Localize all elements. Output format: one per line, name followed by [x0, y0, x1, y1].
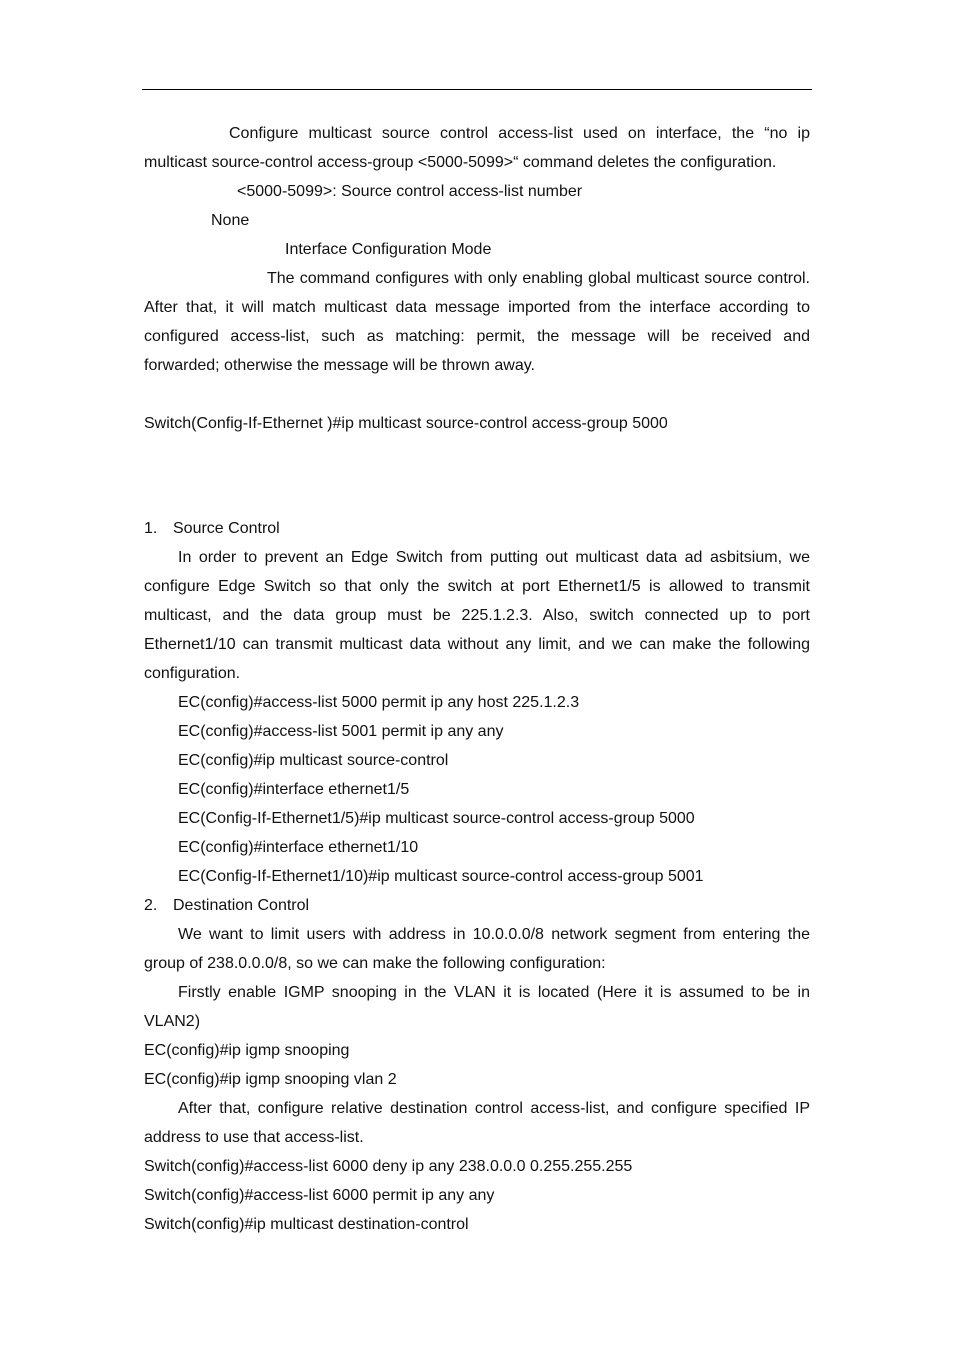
code-line: EC(Config-If-Ethernet1/5)#ip multicast source-control access-group 5000: [178, 810, 695, 827]
code-line: EC(config)#access-list 5000 permit ip any host 225.1.2.3: [178, 694, 580, 711]
command-default: None: [211, 212, 250, 229]
spacer: [144, 380, 810, 409]
code-line: EC(config)#interface ethernet1/10: [178, 839, 419, 856]
section-heading-source-control: [144, 514, 810, 543]
spacer: [144, 438, 810, 514]
section-heading-destination-control: [144, 891, 810, 920]
code-line: EC(config)#ip igmp snooping: [144, 1042, 350, 1059]
code-line: EC(config)#ip igmp snooping vlan 2: [144, 1071, 397, 1088]
code-line: Switch(config)#access-list 6000 deny ip any 238.0.0.0 0.255.255.255: [144, 1158, 633, 1175]
document-body: [144, 119, 810, 1239]
section-title: Source Control: [173, 520, 280, 537]
section-number: 1.: [144, 520, 158, 537]
source-control-intro: In order to prevent an Edge Switch from putting out multicast data ad asbitsium, we configure Edge Switch so that only the switch at port Ethernet1/5 is allowed to transmit multicast, and the data group must be 225.1.2.3. Also, switch connected up to port Ethernet1/10 can transmit multicast data without any limit, and we can make the following configuration.: [144, 549, 810, 682]
destination-control-intro: We want to limit users with address in 10.0.0.0/8 network segment from entering the group of 238.0.0.0/8, so we can make the following configuration:: [144, 926, 810, 972]
code-line: EC(config)#interface ethernet1/5: [178, 781, 410, 798]
destination-step-2: After that, configure relative destination control access-list, and configure specified IP address to use that access-list.: [144, 1100, 810, 1146]
header-rule: [142, 89, 812, 90]
destination-step-1: Firstly enable IGMP snooping in the VLAN it is located (Here it is assumed to be in VLAN2): [144, 984, 810, 1030]
code-line: Switch(config)#access-list 6000 permit ip any any: [144, 1187, 495, 1204]
code-line: EC(Config-If-Ethernet1/10)#ip multicast source-control access-group 5001: [178, 868, 704, 885]
command-parameter: <5000-5099>: Source control access-list number: [237, 183, 583, 200]
code-line: EC(config)#ip multicast source-control: [178, 752, 449, 769]
section-title: Destination Control: [173, 897, 310, 914]
command-example: Switch(Config-If-Ethernet )#ip multicast source-control access-group 5000: [144, 415, 668, 432]
command-mode: Interface Configuration Mode: [285, 241, 492, 258]
section-number: 2.: [144, 897, 158, 914]
command-usage-guide: The command configures with only enabling global multicast source control. After that, it will match multicast data message imported from the interface according to configured access-list, such as matching: permit, the message will be received and forwarded; otherwise the message will be thrown away.: [144, 270, 810, 374]
code-line: Switch(config)#ip multicast destination-control: [144, 1216, 469, 1233]
code-line: EC(config)#access-list 5001 permit ip any any: [178, 723, 504, 740]
command-description: Configure multicast source control access-list used on interface, the “no ip multicast source-control access-group <5000-5099>“ command deletes the configuration.: [144, 125, 810, 171]
